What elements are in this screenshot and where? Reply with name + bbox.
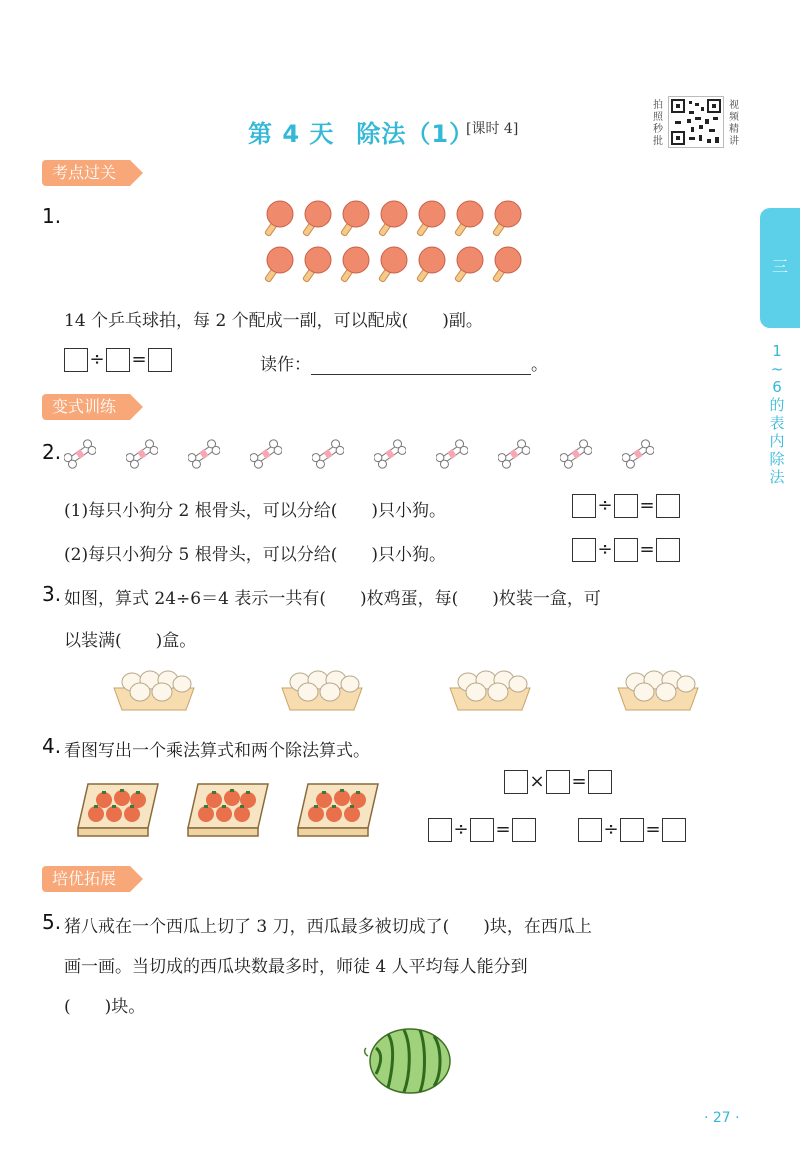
answer-box[interactable]	[470, 818, 494, 842]
paddle-row-1	[260, 198, 522, 238]
egg-tray-icon	[614, 658, 702, 714]
paddle-icon	[412, 244, 446, 284]
chapter-tab-label: 三	[771, 257, 788, 276]
bone-icon	[498, 436, 530, 472]
paddle-icon	[298, 198, 332, 238]
bone-icon	[436, 436, 468, 472]
section-tag-peiyou: 培优拓展	[42, 866, 130, 892]
question-2-part-2: (2)每只小狗分 5 根骨头，可以分给( )只小狗。	[64, 545, 446, 565]
answer-box[interactable]	[662, 818, 686, 842]
page-number: · 27 ·	[704, 1110, 740, 1126]
persimmon-crate-icon	[74, 776, 162, 838]
answer-box[interactable]	[614, 494, 638, 518]
paddle-icon	[298, 244, 332, 284]
question-1-read: 读作： 。	[260, 355, 548, 375]
read-label: 读作：	[260, 355, 311, 375]
paddle-icon	[260, 198, 294, 238]
section-tag-kaodian: 考点过关	[42, 160, 130, 186]
question-4-multiplication: × =	[504, 768, 612, 795]
question-5-line-2: 画一画。当切成的西瓜块数最多时，师徒 4 人平均每人能分到	[64, 957, 528, 977]
paddle-icon	[374, 244, 408, 284]
chapter-tab[interactable]	[760, 208, 800, 328]
bone-icon	[312, 436, 344, 472]
qr-code-icon[interactable]	[668, 96, 724, 148]
question-number-1: 1.	[42, 204, 62, 228]
question-number-2: 2.	[42, 440, 62, 464]
paddle-icon	[488, 198, 522, 238]
title-day: 第 4 天	[248, 120, 335, 148]
bone-group	[64, 436, 654, 472]
bone-icon	[64, 436, 96, 472]
question-4-division-2: ÷ =	[578, 816, 686, 843]
paddle-icon	[450, 244, 484, 284]
answer-box[interactable]	[578, 818, 602, 842]
persimmon-crate-group	[74, 776, 382, 838]
paddle-icon	[260, 244, 294, 284]
paddle-icon	[336, 244, 370, 284]
question-1-equation: ÷ =	[64, 346, 172, 373]
question-2-part-1: (1)每只小狗分 2 根骨头，可以分给( )只小狗。	[64, 501, 446, 521]
qr-right-caption: 视 频 精 讲	[729, 100, 739, 147]
egg-tray-icon	[278, 658, 366, 714]
persimmon-crate-icon	[184, 776, 272, 838]
bone-icon	[560, 436, 592, 472]
question-3-line-2: 以装满( )盒。	[64, 631, 197, 651]
answer-box[interactable]	[512, 818, 536, 842]
question-5-line-1: 猪八戒在一个西瓜上切了 3 刀，西瓜最多被切成了( )块，在西瓜上	[64, 917, 592, 937]
paddle-icon	[450, 198, 484, 238]
answer-box[interactable]	[588, 770, 612, 794]
bone-icon	[250, 436, 282, 472]
lesson-label: [课时 4]	[466, 121, 519, 137]
question-1-text: 14 个乒乓球拍，每 2 个配成一副，可以配成( )副。	[64, 311, 483, 331]
answer-box[interactable]	[148, 348, 172, 372]
answer-box[interactable]	[106, 348, 130, 372]
bone-icon	[126, 436, 158, 472]
bone-icon	[622, 436, 654, 472]
paddle-icon	[412, 198, 446, 238]
question-2-part-2-equation: ÷ =	[572, 536, 680, 563]
bone-icon	[374, 436, 406, 472]
question-number-5: 5.	[42, 910, 62, 934]
section-tag-bianshi: 变式训练	[42, 394, 130, 420]
paddle-icon	[488, 244, 522, 284]
answer-box[interactable]	[546, 770, 570, 794]
qr-left-caption: 拍 照 秒 批	[653, 100, 663, 147]
question-number-3: 3.	[42, 582, 62, 606]
question-4-division-1: ÷ =	[428, 816, 536, 843]
egg-tray-icon	[110, 658, 198, 714]
paddle-group	[260, 198, 522, 284]
answer-box[interactable]	[656, 538, 680, 562]
watermelon-drawing-area[interactable]	[362, 1026, 454, 1100]
watermelon-icon	[362, 1026, 454, 1096]
answer-box[interactable]	[428, 818, 452, 842]
answer-box[interactable]	[620, 818, 644, 842]
title-topic: 除法（1）	[356, 120, 475, 148]
paddle-icon	[374, 198, 408, 238]
paddle-icon	[336, 198, 370, 238]
persimmon-crate-icon	[294, 776, 382, 838]
paddle-row-2	[260, 244, 522, 284]
egg-tray-icon	[446, 658, 534, 714]
answer-box[interactable]	[614, 538, 638, 562]
answer-box[interactable]	[64, 348, 88, 372]
question-5-line-3: ( )块。	[64, 997, 146, 1017]
question-number-4: 4.	[42, 734, 62, 758]
bone-icon	[188, 436, 220, 472]
read-answer-line[interactable]	[311, 357, 531, 375]
answer-box[interactable]	[572, 494, 596, 518]
question-2-part-1-equation: ÷ =	[572, 492, 680, 519]
chapter-title-vertical: 1~6的表内除法	[769, 342, 785, 486]
answer-box[interactable]	[572, 538, 596, 562]
question-3-line-1: 如图，算式 24÷6＝4 表示一共有( )枚鸡蛋，每( )枚装一盒，可	[64, 589, 601, 609]
question-4-text: 看图写出一个乘法算式和两个除法算式。	[64, 741, 370, 761]
answer-box[interactable]	[504, 770, 528, 794]
answer-box[interactable]	[656, 494, 680, 518]
egg-tray-group	[110, 658, 702, 714]
page-title	[248, 114, 474, 149]
